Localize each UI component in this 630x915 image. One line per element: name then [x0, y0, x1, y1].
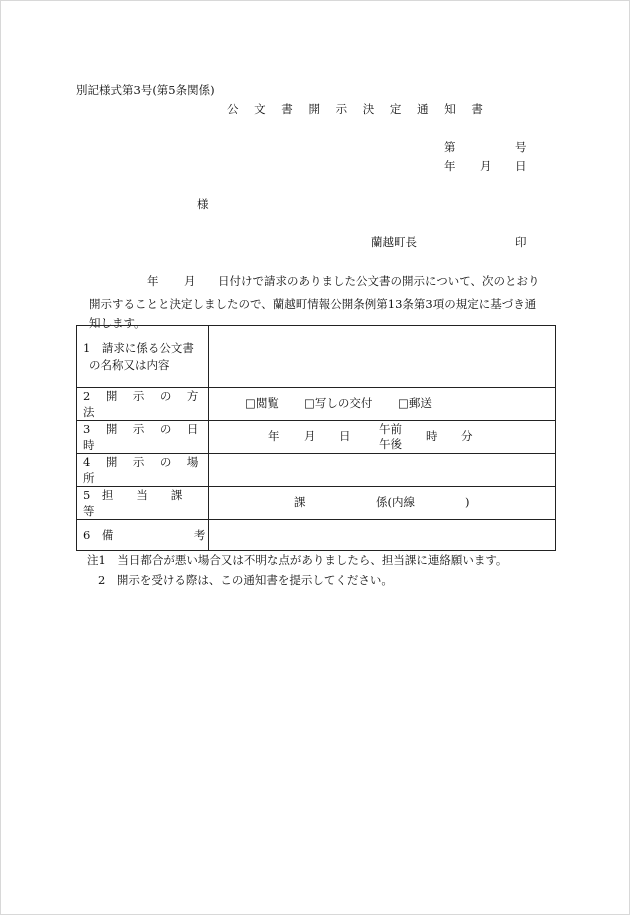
- datetime-day: 日: [339, 428, 351, 443]
- date-month-label: 月: [480, 159, 492, 173]
- number-suffix: 号: [515, 140, 527, 154]
- disclosure-datetime-field: [209, 421, 556, 454]
- note-1: 注1 当日都合が悪い場合又は不明な点がありましたら、担当課に連絡願います。: [87, 553, 508, 567]
- datetime-minute: 分: [461, 428, 473, 443]
- table-row: [77, 421, 556, 454]
- body-line1-text: 日付けで請求のありました公文書の開示について、次のとおり: [218, 274, 540, 288]
- date-day-label: 日: [515, 159, 527, 173]
- seal-mark: 印: [515, 235, 527, 249]
- label-disclosure-datetime: 3 開 示 の 日 時: [77, 421, 209, 454]
- addressee-suffix: 様: [197, 197, 209, 211]
- table-row: [77, 388, 556, 421]
- form-reference: 別記様式第3号(第5条関係): [76, 83, 215, 97]
- datetime-month: 月: [304, 428, 316, 443]
- option-mail[interactable]: □郵送: [398, 395, 432, 410]
- table-row: [77, 326, 556, 388]
- disclosure-table: [76, 325, 556, 551]
- label-disclosure-method: 2 開 示 の 方 法: [77, 388, 209, 421]
- table-row: [77, 487, 556, 520]
- table-row: [77, 454, 556, 487]
- notes: [76, 550, 507, 590]
- extension-close: ): [465, 494, 470, 509]
- label-remarks: 6 備 考: [77, 520, 209, 551]
- document-title: 公 文 書 開 示 決 定 通 知 書: [227, 102, 489, 116]
- issuer-name: 蘭越町長: [371, 235, 417, 249]
- am-label: 午前: [379, 421, 402, 436]
- body-line-2: 開示することと決定しましたので、蘭越町情報公開条例第13条第3項の規定に基づき通: [89, 297, 537, 311]
- number-prefix: 第: [444, 140, 456, 154]
- am-pm-selector[interactable]: [379, 422, 402, 452]
- section-label: 課: [294, 494, 306, 509]
- subsection-extension-label: 係(内線: [376, 494, 415, 509]
- disclosure-place-field[interactable]: [209, 454, 556, 487]
- datetime-hour: 時: [426, 428, 438, 443]
- option-viewing[interactable]: □閲覧: [245, 395, 279, 410]
- label-responsible-section: 5 担 当 課 等: [77, 487, 209, 520]
- option-copy-delivery[interactable]: □写しの交付: [304, 395, 373, 410]
- note-2: 2 開示を受ける際は、この通知書を提示してください。: [98, 573, 393, 587]
- body-year-label: 年: [147, 274, 159, 288]
- label-line: 1 請求に係る公文書: [83, 340, 194, 355]
- body-line-1: [76, 276, 558, 295]
- datetime-year: 年: [268, 428, 280, 443]
- disclosure-method-field: [209, 388, 556, 421]
- date-year-label: 年: [444, 159, 456, 173]
- table-row: [77, 520, 556, 551]
- requested-document-field[interactable]: [209, 326, 556, 388]
- responsible-section-field: [209, 487, 556, 520]
- label-requested-document: [77, 326, 209, 388]
- body-line-3: 知します。: [89, 316, 146, 330]
- label-line: の名称又は内容: [89, 357, 170, 372]
- pm-label: 午後: [379, 436, 402, 451]
- remarks-field[interactable]: [209, 520, 556, 551]
- body-month-label: 月: [184, 274, 196, 288]
- label-disclosure-place: 4 開 示 の 場 所: [77, 454, 209, 487]
